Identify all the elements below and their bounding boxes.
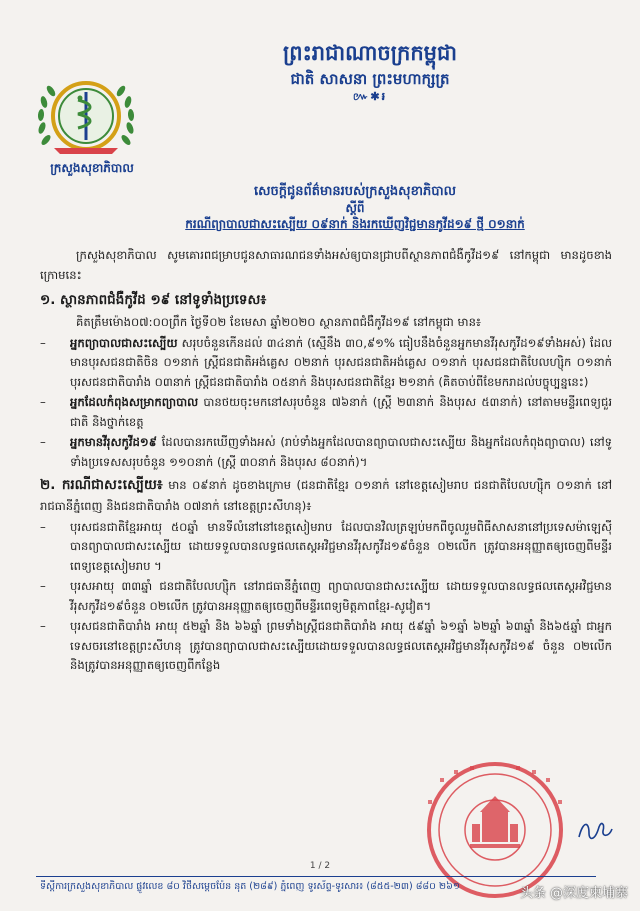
bullet-dash: – — [40, 519, 46, 534]
bullet-in-treatment-label: អ្នកដែលកំពុងសម្រាកព្យាបាល — [70, 395, 199, 409]
intro-paragraph: ក្រសួងសុខាភិបាល សូមគោរពជម្រាបជូនសាធារណជនទាំងអស់ឲ្យបានជ្រាបពីស្ថានភាពជំងឺកូវីដ១៩ នៅកម្ពុជា មានដូចខាងក្រោមនេះ — [40, 248, 612, 282]
kingdom-header — [170, 40, 570, 104]
ministry-name: ក្រសួងសុខាភិបាល — [50, 161, 134, 175]
footer-address: ទីស្តីការក្រសួងសុខាភិបាល ផ្លូវលេខ ៨០ វិថីសម្តេចប៉ែន នុត (២៨៩) ភ្នំពេញ ទូរស័ព្ទ-ទូរសារ៖ (៨៥៥-២៣) ៨៨០ ២៦១ — [40, 881, 461, 892]
section2-paragraph — [40, 473, 612, 517]
notice-title-line1: សេចក្តីជូនព័ត៌មានរបស់ក្រសួងសុខាភិបាល — [254, 184, 456, 199]
kingdom-title: ព្រះរាជាណាចក្រកម្ពុជា — [282, 40, 457, 65]
bullet-case-belgian — [40, 577, 612, 616]
notice-title-line2: ស្តីពី — [345, 201, 365, 215]
bullet-case-khmer — [40, 518, 612, 577]
bullet-in-treatment — [40, 393, 612, 432]
bullet-recovered — [40, 334, 612, 393]
notice-body — [40, 246, 612, 677]
notice-title — [150, 183, 560, 233]
bullet-recovered-text: សរុបចំនួនកើនដល់ ៣៤នាក់ (ស្មើនឹង ៣០,៩១% ធៀបនឹងចំនួនអ្នកមានវីរុសកូវីដ១៩ទាំងអស់) ដែលមានបុរសជនជាតិចិន ០១នាក់ ស្ត្រីជនជាតិអង់គ្លេស ០២នាក់ បុរសជនជាតិអង់គ្លេស ០១នាក់ បុរសជនជាតិបែលហ្ស៊ិក ០១នាក់ បុរសជនជាតិបារាំង ០៣នាក់ ស្ត្រីជនជាតិបារាំង ០៥នាក់ និងបុរសជនជាតិខ្មែរ ២១នាក់ (គិតចាប់ពីខែមករាដល់បច្ចុប្បន្ននេះ) — [70, 335, 612, 389]
notice-title-line3: ករណីព្យាបាលជាសះស្បើយ ០៩នាក់ និងរកឃើញវិជ្ជមានកូវីដ១៩ ថ្មី ០១នាក់ — [185, 217, 525, 231]
header-ornament: ៚✱៛ — [352, 90, 388, 103]
bullet-case-belgian-text: បុរសអាយុ ៣៣ឆ្នាំ ជនជាតិបែលហ្ស៊ិក នៅរាជធានីភ្នំពេញ ព្យាបាលបានជាសះស្បើយ ដោយទទួលបានលទ្ធផលតេស្តអវិជ្ជមានវីរុសកូវីដ១៩ចំនួន ០២លើក ត្រូវបានអនុញ្ញាតឲ្យចេញពីមន្ទីរពេទ្យមិត្តភាពខ្មែរ-សូវៀត។ — [70, 579, 612, 613]
bullet-total-cases-label: អ្នកមានវីរុសកូវីដ១៩ — [70, 435, 157, 449]
signature-icon — [575, 815, 615, 845]
national-motto: ជាតិ សាសនា ព្រះមហាក្សត្រ — [290, 70, 450, 88]
source-watermark: 头条 @深度柬埔寨 — [519, 886, 628, 901]
bullet-recovered-label: អ្នកព្យាបាលជាសះស្បើយ — [70, 335, 178, 350]
footer-divider — [36, 876, 596, 877]
bullet-in-treatment-text: បានថយចុះមកនៅសរុបចំនួន ៧៦នាក់ (ស្ត្រី ២៣នាក់ និងបុរស ៥៣នាក់) នៅតាមមន្ទីរពេទ្យជួរជាតិ និងថ្នាក់ខេត្ត — [70, 395, 612, 429]
bullet-dash: – — [40, 395, 46, 409]
official-seal-icon — [410, 760, 580, 900]
page-number: 1 / 2 — [309, 861, 331, 871]
section2-heading: ២. ករណីជាសះស្បើយ៖ — [40, 477, 163, 493]
section1-heading: ១. ស្ថានភាពជំងឺកូវីដ ១៩ នៅទូទាំងប្រទេស៖ — [40, 292, 267, 308]
bullet-dash: – — [40, 435, 46, 449]
bullet-total-cases — [40, 433, 612, 472]
bullet-case-khmer-text: បុរសជនជាតិខ្មែរអាយុ ៥០ឆ្នាំ មានទីលំនៅនៅខេត្តសៀមរាប ដែលបានវិលត្រឡប់មកពីចូលរួមពិធីសាសនានៅប្រទេសម៉ាឡេស៊ី បានព្យាបាលជាសះស្បើយ ដោយទទួលបានលទ្ធផលតេស្តអវិជ្ជមានវីរុសកូវីដ១៩ចំនួន ០២លើក ត្រូវបានអនុញ្ញាតឲ្យចេញពីមន្ទីរពេទ្យខេត្តសៀមរាប ។ — [70, 519, 612, 573]
ministry-logo — [30, 68, 142, 160]
bullet-total-cases-text: ដែលបានរកឃើញទាំងអស់ (រាប់ទាំងអ្នកដែលបានព្យាបាលជាសះស្បើយ និងអ្នកដែលកំពុងព្យាបាល) នៅទូទាំងប្រទេសសរុបចំនួន ១១០នាក់ (ស្ត្រី ៣០នាក់ និងបុរស ៨០នាក់)។ — [70, 435, 612, 469]
bullet-case-french — [40, 617, 612, 676]
bullet-case-french-text: បុរសជនជាតិបារាំង អាយុ ៥២ឆ្នាំ និង ៦៦ឆ្នាំ ព្រមទាំងស្ត្រីជនជាតិបារាំង អាយុ ៥៩ឆ្នាំ ៦១ឆ្នាំ ៦២ឆ្នាំ ៦៣ឆ្នាំ និង៦៥ឆ្នាំ ជាអ្នកទេសចរនៅខេត្តព្រះសីហនុ ត្រូវបានព្យាបាលជាសះស្បើយដោយទទួលបានលទ្ធផលតេស្តអវិជ្ជមានវីរុសកូវីដ១៩ ចំនួន ០២លើក និងត្រូវបានអនុញ្ញាតឲ្យចេញពីកន្លែង — [70, 619, 612, 672]
bullet-dash: – — [40, 619, 46, 633]
section2-lead: មាន ០៩នាក់ ដូចខាងក្រោម (ជនជាតិខ្មែរ ០១នាក់ នៅខេត្តសៀមរាប ជនជាតិបែលហ្ស៊ិក ០១នាក់ នៅរាជធានីភ្នំពេញ និងជនជាតិបារាំង ០៧នាក់ នៅខេត្តព្រះសីហនុ)៖ — [40, 478, 612, 513]
section1-lead: គិតត្រឹមម៉ោង០៧:០០ព្រឹក ថ្ងៃទី០២ ខែមេសា ឆ្នាំ២០២០ ស្ថានភាពជំងឺកូវីដ១៩ នៅកម្ពុជា មាន៖ — [76, 315, 482, 329]
bullet-dash: – — [40, 335, 46, 350]
bullet-dash: – — [40, 579, 46, 593]
